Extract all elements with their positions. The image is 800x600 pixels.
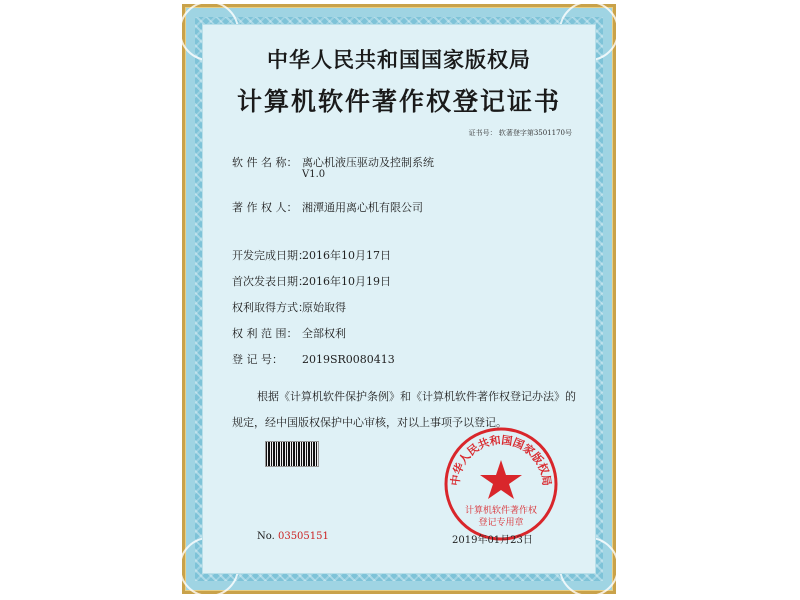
field-label: 开发完成日期： xyxy=(232,249,309,262)
software-version: V1.0 xyxy=(302,169,326,180)
barcode xyxy=(265,441,319,467)
field-label: 软 件 名 称： xyxy=(232,156,298,169)
field-label: 权利取得方式： xyxy=(232,301,309,314)
seal-inner-line-1: 计算机软件著作权 xyxy=(464,506,538,516)
field-value: 湘潭通用离心机有限公司 xyxy=(302,201,423,214)
statement-line-2: 规定，经中国版权保护中心审核，对以上事项予以登记。 xyxy=(232,416,507,429)
field-acquisition-method xyxy=(232,299,346,315)
seal-inner-line-2: 登记专用章 xyxy=(478,518,524,528)
seal-outer-text: 中华人民共和国国家版权局 xyxy=(448,433,554,487)
field-registration-number xyxy=(232,351,395,367)
field-value: 原始取得 xyxy=(302,301,346,314)
serial-value: 03505151 xyxy=(277,531,329,542)
serial-prefix: No. xyxy=(257,531,275,542)
field-software-name xyxy=(232,154,434,170)
field-value: 全部权利 xyxy=(302,327,346,340)
field-value: 离心机液压驱动及控制系统 xyxy=(302,156,434,169)
field-rights-scope xyxy=(232,325,346,341)
field-label: 登 记 号： xyxy=(232,353,283,366)
issuer-title: 中华人民共和国国家版权局 xyxy=(267,47,531,72)
official-seal-icon xyxy=(441,424,561,544)
field-label: 权 利 范 围： xyxy=(232,327,298,340)
field-label: 首次发表日期： xyxy=(232,275,309,288)
field-publish-date xyxy=(232,273,391,289)
certificate-title: 计算机软件著作权登记证书 xyxy=(236,87,561,116)
field-value: 2016年10月19日 xyxy=(302,275,391,288)
field-completion-date xyxy=(232,247,391,263)
certificate xyxy=(182,4,616,594)
serial-number xyxy=(257,531,329,542)
field-value: 2016年10月17日 xyxy=(302,249,391,262)
field-copyright-owner xyxy=(232,199,423,215)
statement-line-1: 根据《计算机软件保护条例》和《计算机软件著作权登记办法》的 xyxy=(257,390,576,403)
issue-date: 2019年01月23日 xyxy=(452,535,533,546)
field-label: 著 作 权 人： xyxy=(232,201,298,214)
field-value: 2019SR0080413 xyxy=(302,353,395,366)
certificate-number: 证书号： 软著登字第3501170号 xyxy=(468,129,572,137)
